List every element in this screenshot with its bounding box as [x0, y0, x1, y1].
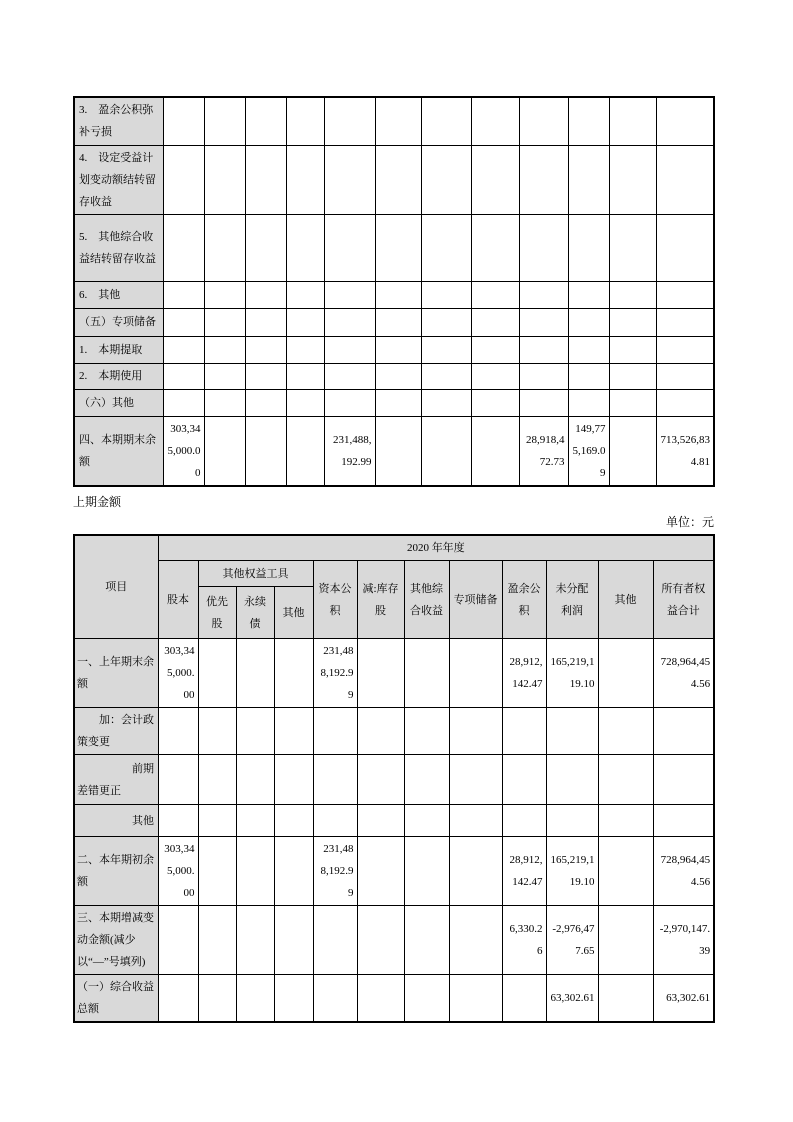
value-cell [313, 708, 357, 755]
value-cell [568, 97, 609, 145]
value-cell [519, 214, 568, 281]
value-cell [656, 336, 714, 363]
value-cell [656, 389, 714, 416]
value-cell [204, 308, 245, 336]
value-cell [421, 97, 471, 145]
value-cell [163, 363, 204, 389]
value-cell [357, 805, 404, 837]
value-cell: 6,330.26 [502, 906, 546, 975]
value-cell [568, 281, 609, 308]
row-label-cell: 四、本期期末余额 [74, 416, 163, 486]
value-cell [656, 145, 714, 214]
value-cell: 165,219,119.10 [546, 837, 598, 906]
value-cell [286, 97, 324, 145]
value-cell: 231,488,192.99 [313, 639, 357, 708]
value-cell [598, 805, 653, 837]
value-cell [375, 214, 421, 281]
value-cell [502, 805, 546, 837]
value-cell [568, 214, 609, 281]
value-cell [471, 416, 519, 486]
value-cell [245, 214, 286, 281]
value-cell [421, 336, 471, 363]
value-cell [449, 708, 502, 755]
value-cell [449, 975, 502, 1023]
value-cell [609, 308, 656, 336]
value-cell [286, 281, 324, 308]
value-cell [204, 363, 245, 389]
value-cell [158, 805, 198, 837]
value-cell [198, 906, 236, 975]
value-cell [421, 363, 471, 389]
header-special-reserve-cell: 专项储备 [449, 561, 502, 639]
value-cell [204, 416, 245, 486]
value-cell: 149,775,169.09 [568, 416, 609, 486]
value-cell [656, 281, 714, 308]
value-cell [598, 906, 653, 975]
value-cell [274, 837, 313, 906]
table-row [74, 708, 714, 755]
value-cell: 713,526,834.81 [656, 416, 714, 486]
value-cell: 28,912,142.47 [502, 639, 546, 708]
value-cell: 303,345,000.00 [163, 416, 204, 486]
value-cell [656, 214, 714, 281]
table-row [74, 363, 714, 389]
value-cell [204, 214, 245, 281]
value-cell [286, 308, 324, 336]
row-label-cell: 其他 [74, 805, 158, 837]
value-cell: 63,302.61 [546, 975, 598, 1023]
value-cell [324, 97, 375, 145]
value-cell [656, 97, 714, 145]
value-cell [375, 416, 421, 486]
header-other-equity-instruments-cell: 其他权益工具 [198, 561, 313, 587]
value-cell [236, 708, 274, 755]
header-other-cell: 其他 [598, 561, 653, 639]
value-cell [375, 97, 421, 145]
value-cell [313, 975, 357, 1023]
value-cell [404, 639, 449, 708]
value-cell [158, 708, 198, 755]
value-cell [421, 416, 471, 486]
table-row [74, 755, 714, 805]
header-period-cell: 2020 年年度 [158, 535, 714, 561]
value-cell [357, 837, 404, 906]
row-label-cell: 加：会计政策变更 [74, 708, 158, 755]
value-cell [471, 97, 519, 145]
value-cell: 165,219,119.10 [546, 639, 598, 708]
row-label-cell: 前期差错更正 [74, 755, 158, 805]
value-cell [519, 389, 568, 416]
value-cell [198, 755, 236, 805]
header-other-equity-other-cell: 其他 [274, 587, 313, 639]
table-row [74, 336, 714, 363]
value-cell [163, 389, 204, 416]
value-cell [236, 755, 274, 805]
value-cell [471, 308, 519, 336]
value-cell [236, 837, 274, 906]
value-cell [598, 755, 653, 805]
value-cell [375, 308, 421, 336]
value-cell [245, 281, 286, 308]
value-cell [357, 906, 404, 975]
value-cell [274, 906, 313, 975]
header-share-capital-cell: 股本 [158, 561, 198, 639]
value-cell [163, 214, 204, 281]
value-cell [286, 416, 324, 486]
value-cell [204, 145, 245, 214]
value-cell [324, 389, 375, 416]
value-cell [286, 336, 324, 363]
value-cell [163, 145, 204, 214]
value-cell [546, 708, 598, 755]
value-cell [502, 975, 546, 1023]
value-cell [204, 281, 245, 308]
value-cell [236, 639, 274, 708]
value-cell [653, 708, 714, 755]
value-cell [163, 281, 204, 308]
value-cell [404, 906, 449, 975]
value-cell [404, 708, 449, 755]
value-cell [471, 214, 519, 281]
value-cell [357, 975, 404, 1023]
current-period-table-continued [73, 96, 715, 487]
header-preferred-shares-cell: 优先股 [198, 587, 236, 639]
value-cell [502, 755, 546, 805]
table-row [74, 389, 714, 416]
value-cell [274, 755, 313, 805]
value-cell [404, 975, 449, 1023]
value-cell [204, 389, 245, 416]
table-header-row [74, 535, 714, 561]
value-cell [609, 389, 656, 416]
row-label-cell: 6. 其他 [74, 281, 163, 308]
value-cell [236, 975, 274, 1023]
table-row [74, 214, 714, 281]
value-cell [609, 281, 656, 308]
value-cell [568, 363, 609, 389]
value-cell [598, 837, 653, 906]
table-row [74, 975, 714, 1023]
value-cell [519, 145, 568, 214]
value-cell: 231,488,192.99 [313, 837, 357, 906]
row-label-cell: 三、本期增减变动金额(减少以“—”号填列) [74, 906, 158, 975]
value-cell [653, 805, 714, 837]
value-cell [502, 708, 546, 755]
value-cell: -2,976,477.65 [546, 906, 598, 975]
value-cell [324, 214, 375, 281]
value-cell [519, 281, 568, 308]
row-label-cell: 2. 本期使用 [74, 363, 163, 389]
value-cell [163, 336, 204, 363]
value-cell [568, 308, 609, 336]
header-total-owners-equity-cell: 所有者权益合计 [653, 561, 714, 639]
value-cell [404, 755, 449, 805]
header-perpetual-bonds-cell: 永续债 [236, 587, 274, 639]
value-cell [286, 389, 324, 416]
value-cell [471, 363, 519, 389]
value-cell [245, 336, 286, 363]
value-cell [357, 708, 404, 755]
value-cell [313, 805, 357, 837]
value-cell [198, 805, 236, 837]
value-cell [274, 805, 313, 837]
value-cell: 303,345,000.00 [158, 837, 198, 906]
value-cell [421, 308, 471, 336]
value-cell [324, 308, 375, 336]
value-cell [324, 363, 375, 389]
value-cell [236, 906, 274, 975]
value-cell [274, 639, 313, 708]
value-cell [375, 145, 421, 214]
value-cell: 28,912,142.47 [502, 837, 546, 906]
value-cell [449, 639, 502, 708]
value-cell [198, 837, 236, 906]
value-cell [598, 639, 653, 708]
value-cell [609, 336, 656, 363]
value-cell [286, 363, 324, 389]
table-row [74, 308, 714, 336]
value-cell [656, 363, 714, 389]
value-cell [609, 214, 656, 281]
value-cell [449, 906, 502, 975]
value-cell [421, 214, 471, 281]
value-cell [324, 145, 375, 214]
value-cell [324, 281, 375, 308]
header-less-treasury-shares-cell: 减:库存股 [357, 561, 404, 639]
table-row [74, 145, 714, 214]
table-row [74, 281, 714, 308]
value-cell [568, 389, 609, 416]
value-cell: 728,964,454.56 [653, 639, 714, 708]
value-cell [158, 755, 198, 805]
table-row [74, 416, 714, 486]
value-cell [471, 336, 519, 363]
value-cell [204, 97, 245, 145]
value-cell [653, 755, 714, 805]
value-cell [449, 837, 502, 906]
value-cell [245, 97, 286, 145]
prior-period-section-label: 上期金额 [73, 494, 122, 509]
value-cell [421, 281, 471, 308]
value-cell: 231,488,192.99 [324, 416, 375, 486]
value-cell: 63,302.61 [653, 975, 714, 1023]
row-label-cell: 一、上年期末余额 [74, 639, 158, 708]
value-cell [568, 336, 609, 363]
value-cell [236, 805, 274, 837]
value-cell [245, 308, 286, 336]
value-cell [357, 755, 404, 805]
table-row [74, 805, 714, 837]
value-cell [421, 389, 471, 416]
header-undistributed-profit-cell: 未分配利润 [546, 561, 598, 639]
row-label-cell: 二、本年期初余额 [74, 837, 158, 906]
row-label-cell: （六）其他 [74, 389, 163, 416]
value-cell [546, 755, 598, 805]
value-cell [198, 975, 236, 1023]
value-cell [609, 97, 656, 145]
value-cell [471, 145, 519, 214]
value-cell [404, 805, 449, 837]
value-cell [158, 906, 198, 975]
value-cell [375, 281, 421, 308]
row-label-cell: 5. 其他综合收益结转留存收益 [74, 214, 163, 281]
value-cell [519, 363, 568, 389]
value-cell [449, 755, 502, 805]
value-cell [245, 363, 286, 389]
value-cell [274, 708, 313, 755]
table-row [74, 906, 714, 975]
value-cell [163, 97, 204, 145]
value-cell [609, 416, 656, 486]
value-cell [519, 97, 568, 145]
value-cell [656, 308, 714, 336]
header-surplus-reserve-cell: 盈余公积 [502, 561, 546, 639]
value-cell [198, 639, 236, 708]
value-cell: 303,345,000.00 [158, 639, 198, 708]
value-cell [245, 145, 286, 214]
value-cell [471, 389, 519, 416]
value-cell [286, 214, 324, 281]
table-header-row [74, 561, 714, 587]
value-cell [375, 363, 421, 389]
page-content [73, 96, 714, 1023]
value-cell [198, 708, 236, 755]
unit-label: 单位：元 [665, 514, 714, 529]
value-cell [286, 145, 324, 214]
value-cell [598, 708, 653, 755]
value-cell: -2,970,147.39 [653, 906, 714, 975]
value-cell [158, 975, 198, 1023]
value-cell: 728,964,454.56 [653, 837, 714, 906]
value-cell [546, 805, 598, 837]
table-row [74, 97, 714, 145]
row-label-cell: 3. 盈余公积弥补亏损 [74, 97, 163, 145]
table-row [74, 837, 714, 906]
value-cell [598, 975, 653, 1023]
header-item-cell: 项目 [74, 535, 158, 639]
value-cell [245, 416, 286, 486]
value-cell: 28,918,472.73 [519, 416, 568, 486]
value-cell [324, 336, 375, 363]
value-cell [519, 336, 568, 363]
table-row [74, 639, 714, 708]
row-label-cell: （五）专项储备 [74, 308, 163, 336]
value-cell [609, 145, 656, 214]
header-capital-reserve-cell: 资本公积 [313, 561, 357, 639]
row-label-cell: 1. 本期提取 [74, 336, 163, 363]
value-cell [245, 389, 286, 416]
value-cell [375, 336, 421, 363]
prior-period-table [73, 534, 715, 1024]
value-cell [204, 336, 245, 363]
value-cell [404, 837, 449, 906]
value-cell [313, 755, 357, 805]
value-cell [163, 308, 204, 336]
value-cell [519, 308, 568, 336]
value-cell [357, 639, 404, 708]
value-cell [421, 145, 471, 214]
value-cell [471, 281, 519, 308]
value-cell [449, 805, 502, 837]
header-other-comprehensive-income-cell: 其他综合收益 [404, 561, 449, 639]
value-cell [375, 389, 421, 416]
value-cell [313, 906, 357, 975]
row-label-cell: （一）综合收益总额 [74, 975, 158, 1023]
row-label-cell: 4. 设定受益计划变动额结转留存收益 [74, 145, 163, 214]
value-cell [274, 975, 313, 1023]
value-cell [609, 363, 656, 389]
value-cell [568, 145, 609, 214]
